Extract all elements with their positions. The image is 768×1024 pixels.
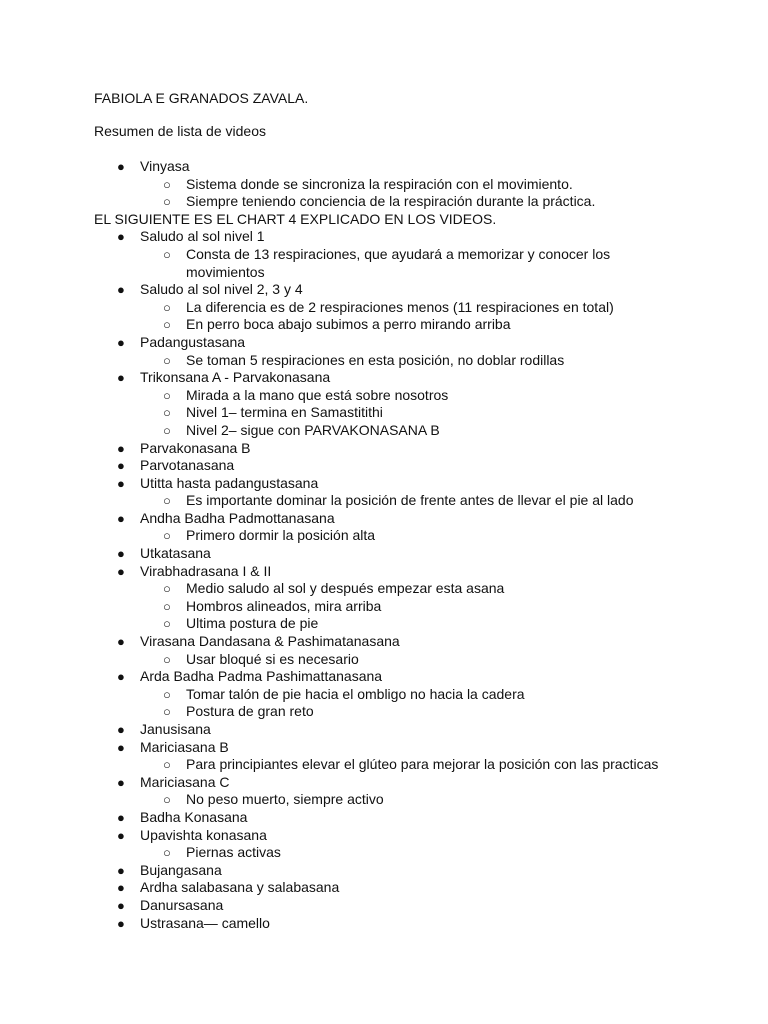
circle-bullet-icon: ○	[163, 317, 171, 333]
bullet-icon: ●	[117, 809, 125, 825]
sub-list-item	[0, 492, 768, 510]
document-subtitle: Resumen de lista de videos	[94, 123, 266, 139]
list-item-parvakonasana-b	[0, 440, 768, 458]
sub-list-item	[0, 193, 768, 211]
bullet-icon: ●	[117, 159, 125, 174]
bullet-icon: ●	[117, 669, 125, 685]
bullet-icon: ●	[117, 827, 125, 843]
sub-list-item	[0, 844, 768, 862]
sub-list-item	[0, 615, 768, 633]
sub-list-item	[0, 580, 768, 598]
circle-bullet-icon: ○	[163, 792, 171, 808]
bullet-icon: ●	[117, 370, 125, 386]
list-item-title: Bujangasana	[140, 861, 222, 878]
bullet-icon: ●	[117, 282, 125, 298]
sub-list-item-text: Es importante dominar la posición de frente antes de llevar el pie al lado	[186, 492, 634, 509]
sub-list-item-text: Sistema donde se sincroniza la respiración con el movimiento.	[186, 175, 573, 192]
sub-list-item-text: Para principiantes elevar el glúteo para mejorar la posición con las practicas	[186, 756, 659, 773]
list-item-title: Ustrasana— camello	[140, 914, 270, 931]
circle-bullet-icon: ○	[163, 616, 171, 632]
sub-list-item	[0, 299, 768, 317]
list-item	[0, 158, 768, 176]
list-item-title: Danursasana	[140, 896, 224, 913]
sub-list-item-text: Hombros alineados, mira arriba	[186, 597, 382, 614]
sub-list-item-text: Ultima postura de pie	[186, 615, 319, 632]
list-item-ardha-salabasana-y-salabasana	[0, 879, 768, 897]
bullet-icon: ●	[117, 229, 125, 245]
sub-list-item	[0, 422, 768, 440]
sub-list-item	[0, 404, 768, 422]
list-item-janusisana	[0, 721, 768, 739]
circle-bullet-icon: ○	[163, 757, 171, 773]
circle-bullet-icon: ○	[163, 405, 171, 421]
bullet-icon: ●	[117, 774, 125, 790]
circle-bullet-icon: ○	[163, 352, 171, 368]
list-item-title: Upavishta konasana	[140, 826, 267, 843]
author-name: FABIOLA E GRANADOS ZAVALA.	[94, 90, 309, 106]
list-item-title: Arda Badha Padma Pashimattanasana	[140, 668, 383, 685]
list-item-title: Andha Badha Padmottanasana	[140, 509, 335, 526]
list-item-title: Ardha salabasana y salabasana	[140, 879, 340, 896]
list-item-utkatasana	[0, 545, 768, 563]
list-item-arda-badha-padma-pashimattanasana	[0, 668, 768, 686]
sub-list-item-text: Postura de gran reto	[186, 703, 314, 720]
list-item-title: Utitta hasta padangustasana	[140, 474, 319, 491]
list-item-mariciasana-c	[0, 774, 768, 792]
circle-bullet-icon: ○	[163, 493, 171, 509]
circle-bullet-icon: ○	[163, 176, 171, 192]
circle-bullet-icon: ○	[163, 598, 171, 614]
list-item-title: Saludo al sol nivel 1	[140, 228, 265, 245]
bullet-icon: ●	[117, 897, 125, 913]
sub-list-item-text: Nivel 2– sigue con PARVAKONASANA B	[186, 421, 440, 438]
sub-list-item-text: Usar bloqué si es necesario	[186, 650, 359, 667]
sub-list-item-text: En perro boca abajo subimos a perro mirando arriba	[186, 316, 511, 333]
sub-list-item	[0, 686, 768, 704]
circle-bullet-icon: ○	[163, 422, 171, 438]
sub-list-item-text: Primero dormir la posición alta	[186, 527, 376, 544]
list-item-title: Mariciasana C	[140, 773, 230, 790]
list-item-title: Mariciasana B	[140, 738, 229, 755]
sub-list-item	[0, 352, 768, 370]
sub-list-item-text: No peso muerto, siempre activo	[186, 791, 384, 808]
list-item-title: Padangustasana	[140, 333, 246, 350]
bullet-icon: ●	[117, 458, 125, 474]
sub-list-item	[0, 756, 768, 774]
sub-list-item	[0, 598, 768, 616]
sub-list-item-text: La diferencia es de 2 respiraciones menos (11 respiraciones en total)	[186, 298, 614, 315]
sub-list-item-text: Siempre teniendo conciencia de la respiración durante la práctica.	[186, 193, 596, 210]
sub-list-item-text: Nivel 1– termina en Samastitithi	[186, 404, 383, 421]
list-item-title: Janusisana	[140, 721, 211, 737]
bullet-icon: ●	[117, 880, 125, 896]
list-item-andha-badha-padmottanasana	[0, 510, 768, 528]
sub-list-item-text: Tomar talón de pie hacia el ombligo no hacia la cadera	[186, 685, 525, 702]
circle-bullet-icon: ○	[163, 704, 171, 720]
sub-list-item	[0, 791, 768, 809]
list-item-trikonsana-a-parvakonasana	[0, 369, 768, 387]
circle-bullet-icon: ○	[163, 528, 171, 544]
list-item-saludo-al-sol-nivel-2-3-y-4	[0, 281, 768, 299]
list-item-badha-konasana	[0, 809, 768, 827]
sub-list-item-text: Medio saludo al sol y después empezar esta asana	[186, 580, 505, 597]
circle-bullet-icon: ○	[163, 246, 171, 262]
list-item-padangustasana	[0, 334, 768, 352]
section-heading: EL SIGUIENTE ES EL CHART 4 EXPLICADO EN LOS VIDEOS.	[94, 210, 497, 227]
list-item-danursasana	[0, 897, 768, 915]
sub-list-item	[0, 527, 768, 545]
list-item-virabhadrasana-i-ii	[0, 563, 768, 581]
circle-bullet-icon: ○	[163, 387, 171, 403]
circle-bullet-icon: ○	[163, 581, 171, 597]
sub-list-item-text: Mirada a la mano que está sobre nosotros	[186, 386, 449, 403]
bullet-icon: ●	[117, 440, 125, 456]
sub-list-item	[0, 387, 768, 405]
sub-list-item-text: Se toman 5 respiraciones en esta posición, no doblar rodillas	[186, 351, 565, 368]
list-item-virasana-dandasana-pashimatanasana	[0, 633, 768, 651]
asana-list	[0, 228, 768, 932]
list-item-ustrasana-camello	[0, 915, 768, 933]
sub-list-item	[0, 651, 768, 669]
bullet-icon: ●	[117, 739, 125, 755]
list-item-saludo-al-sol-nivel-1	[0, 228, 768, 246]
list-item-utitta-hasta-padangustasana	[0, 475, 768, 493]
section-heading-row	[0, 211, 768, 229]
bullet-icon: ●	[117, 546, 125, 562]
list-item-mariciasana-b	[0, 739, 768, 757]
circle-bullet-icon: ○	[163, 651, 171, 667]
circle-bullet-icon: ○	[163, 194, 171, 210]
sub-list-item	[0, 316, 768, 334]
sub-list-item-text: Consta de 13 respiraciones, que ayudará a memorizar y conocer los movimientos	[186, 245, 611, 280]
bullet-icon: ●	[117, 563, 125, 579]
sub-list-item	[0, 176, 768, 194]
bullet-icon: ●	[117, 634, 125, 650]
list-item-title: Parvotanasana	[140, 457, 235, 474]
sub-list-item	[0, 703, 768, 721]
list-item-title: Trikonsana A - Parvakonasana	[140, 369, 331, 386]
list-item-title: Utkatasana	[140, 545, 211, 562]
list-item-title: Parvakonasana B	[140, 439, 251, 456]
bullet-icon: ●	[117, 915, 125, 931]
list-item-title: Virasana Dandasana & Pashimatanasana	[140, 633, 400, 650]
circle-bullet-icon: ○	[163, 686, 171, 702]
list-item-title: Badha Konasana	[140, 808, 248, 825]
list-item-title: Virabhadrasana I & II	[140, 562, 272, 579]
list-item-title: Saludo al sol nivel 2, 3 y 4	[140, 281, 303, 298]
bullet-icon: ●	[117, 475, 125, 491]
list-item-title: Vinyasa	[140, 158, 190, 174]
document-body	[0, 158, 768, 932]
list-item-bujangasana	[0, 862, 768, 880]
bullet-icon: ●	[117, 334, 125, 350]
sub-list-item	[0, 246, 768, 281]
list-item-parvotanasana	[0, 457, 768, 475]
list-item-upavishta-konasana	[0, 827, 768, 845]
circle-bullet-icon: ○	[163, 299, 171, 315]
bullet-icon: ●	[117, 510, 125, 526]
bullet-icon: ●	[117, 722, 125, 737]
circle-bullet-icon: ○	[163, 845, 171, 861]
sub-list-item-text: Piernas activas	[186, 844, 281, 861]
bullet-icon: ●	[117, 862, 125, 878]
